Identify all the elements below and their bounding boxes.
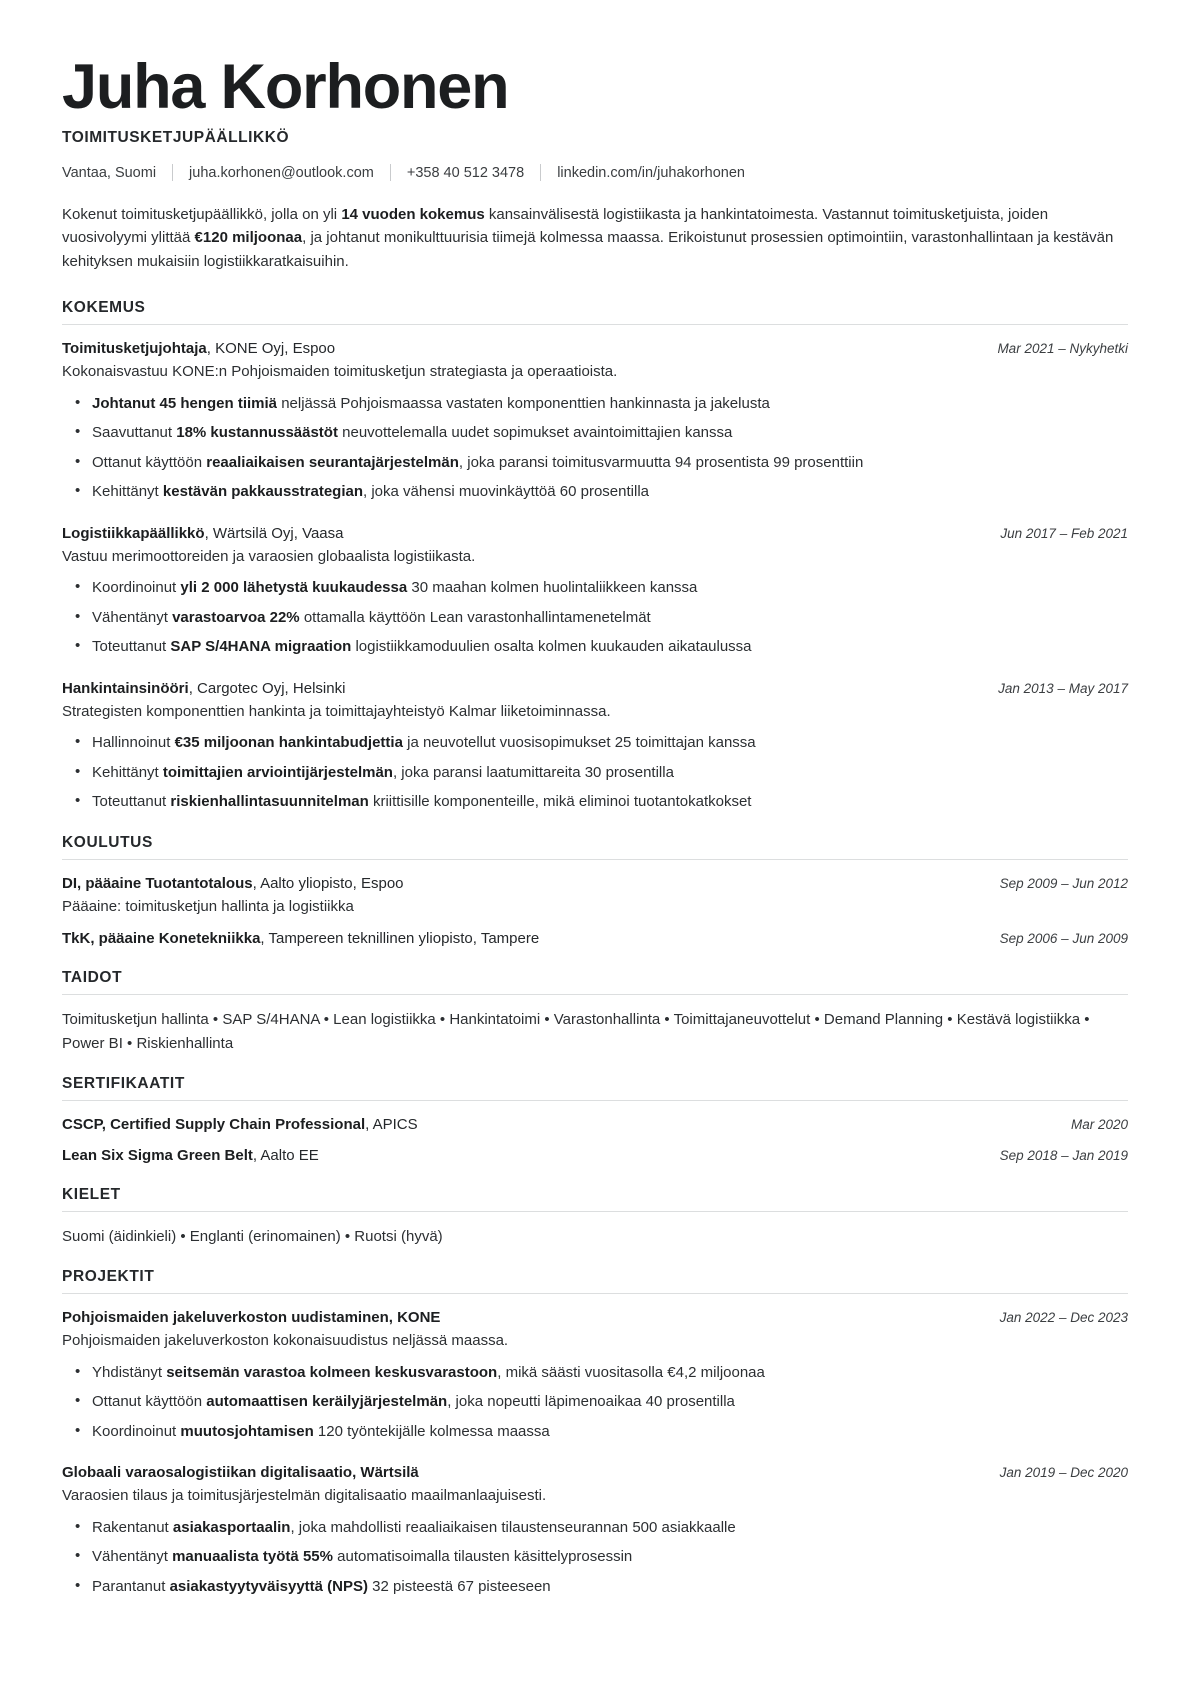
bullet-highlight: reaaliaikaisen seurantajärjestelmän <box>206 453 459 471</box>
bullet-item <box>92 577 1128 600</box>
contact-line <box>62 164 1128 181</box>
bullet-text: Saavuttanut <box>92 424 177 442</box>
bullet-text: , joka mahdollisti reaaliaikaisen tilaustenseurannan 500 asiakkaalle <box>290 1518 736 1536</box>
bullet-item <box>92 762 1128 785</box>
bullet-item <box>92 636 1128 659</box>
bullet-text: Ottanut käyttöön <box>92 453 207 471</box>
project-bullets <box>62 1517 1128 1599</box>
bullet-item <box>92 422 1128 445</box>
bullet-item <box>92 791 1128 814</box>
bullet-highlight: yli 2 000 lähetystä kuukaudessa <box>180 579 408 597</box>
certificate-secondary: , Aalto EE <box>252 1146 319 1164</box>
project-header <box>62 1307 1128 1328</box>
bullet-highlight: muutosjohtamisen <box>180 1422 314 1440</box>
bullet-text: Toteuttanut <box>92 793 171 811</box>
bullet-item <box>92 1391 1128 1414</box>
education-date: Sep 2009 – Jun 2012 <box>999 875 1128 891</box>
education-primary: DI, pääaine Tuotantotalous <box>62 874 253 892</box>
project-summary: Pohjoismaiden jakeluverkoston kokonaisuudistus neljässä maassa. <box>62 1332 509 1350</box>
contact-location: Vantaa, Suomi <box>62 164 157 181</box>
bullet-text: Vähentänyt <box>92 1548 173 1566</box>
certificate-title <box>62 1114 418 1135</box>
section-education <box>62 834 1128 950</box>
certificate-title <box>62 1145 319 1166</box>
section-divider <box>62 859 1128 860</box>
education-title <box>62 873 404 894</box>
section-heading-education: KOULUTUS <box>62 833 153 851</box>
bullet-item <box>92 1421 1128 1444</box>
project-primary: Globaali varaosalogistiikan digitalisaatio, Wärtsilä <box>62 1464 419 1482</box>
experience-header <box>62 678 1128 699</box>
summary-text-2: kansainvälisestä logistiikasta ja hankintatoimesta. Vastannut toimitusketjuista, joiden vuosivolyymi ylittää <box>62 206 1049 247</box>
certificate-primary: CSCP, Certified Supply Chain Professional <box>62 1115 366 1133</box>
bullet-item <box>92 481 1128 504</box>
education-primary: TkK, pääaine Konetekniikka <box>62 930 261 948</box>
bullet-item <box>92 452 1128 475</box>
bullet-item <box>92 1517 1128 1540</box>
experience-date: Jan 2013 – May 2017 <box>998 680 1128 696</box>
bullet-text: Koordinoinut <box>92 579 181 597</box>
experience-title <box>62 338 335 359</box>
bullet-text: ja neuvotellut vuosisopimukset 25 toimittajan kanssa <box>402 734 756 752</box>
bullet-text: , joka nopeutti läpimenoaikaa 40 prosentilla <box>447 1393 735 1411</box>
experience-title <box>62 678 345 699</box>
bullet-highlight: kestävän pakkausstrategian <box>162 483 363 501</box>
section-heading-projects: PROJEKTIT <box>62 1268 155 1286</box>
project-entry-list <box>62 1307 1128 1598</box>
project-date: Jan 2022 – Dec 2023 <box>999 1310 1128 1326</box>
education-entry <box>62 928 1128 949</box>
section-divider <box>62 324 1128 325</box>
contact-divider <box>390 164 391 181</box>
project-date: Jan 2019 – Dec 2020 <box>999 1465 1128 1481</box>
experience-summary: Kokonaisvastuu KONE:n Pohjoismaiden toimitusketjun strategiasta ja operaatioista. <box>62 363 618 381</box>
section-heading-skills: TAIDOT <box>62 969 123 987</box>
certificate-header <box>62 1145 1128 1166</box>
education-secondary: , Aalto yliopisto, Espoo <box>252 874 404 892</box>
section-projects <box>62 1268 1128 1598</box>
education-secondary: , Tampereen teknillinen yliopisto, Tampere <box>260 930 540 948</box>
summary-text-1: Kokenut toimitusketjupäällikkö, jolla on yli <box>62 206 342 223</box>
section-divider <box>62 994 1128 995</box>
project-title <box>62 1462 419 1483</box>
certificate-date: Mar 2020 <box>1070 1116 1128 1132</box>
certificate-entry <box>62 1114 1128 1135</box>
bullet-highlight: Johtanut 45 hengen tiimiä <box>92 394 278 412</box>
certificate-header <box>62 1114 1128 1135</box>
experience-entry <box>62 338 1128 504</box>
bullet-text: 120 työntekijälle kolmessa maassa <box>313 1422 550 1440</box>
experience-secondary: , KONE Oyj, Espoo <box>206 340 336 358</box>
bullet-text: Toteuttanut <box>92 638 171 656</box>
bullet-highlight: toimittajien arviointijärjestelmän <box>162 763 393 781</box>
section-divider <box>62 1100 1128 1101</box>
bullet-text: kriittisille komponenteille, mikä eliminoi tuotantokatkokset <box>368 793 752 811</box>
experience-bullets <box>62 732 1128 814</box>
section-heading-certificates: SERTIFIKAATIT <box>62 1074 185 1092</box>
certificate-entry <box>62 1145 1128 1166</box>
summary-highlight-2: €120 miljoonaa <box>194 229 303 247</box>
summary-text-3: , ja johtanut monikulttuurisia tiimejä kolmessa maassa. Erikoistunut prosessien optimointiin, varastonhallintaan ja kestävän kehityksen mukaisiin logistiikkaratkaisuihin. <box>62 229 1114 270</box>
section-certificates <box>62 1075 1128 1166</box>
contact-linkedin[interactable]: linkedin.com/in/juhakorhonen <box>557 164 746 181</box>
bullet-text: Parantanut <box>92 1577 170 1595</box>
bullet-highlight: varastoarvoa 22% <box>172 608 300 626</box>
bullet-text: Yhdistänyt <box>92 1363 167 1381</box>
education-header <box>62 928 1128 949</box>
project-title <box>62 1307 440 1328</box>
bullet-highlight: SAP S/4HANA migraation <box>170 638 352 656</box>
experience-summary: Strategisten komponenttien hankinta ja toimittajayhteistyö Kalmar liiketoiminnassa. <box>62 702 611 720</box>
contact-phone[interactable]: +358 40 512 3478 <box>406 164 525 181</box>
experience-primary: Hankintainsinööri <box>62 679 189 697</box>
section-heading-languages: KIELET <box>62 1185 121 1203</box>
bullet-item <box>92 732 1128 755</box>
bullet-highlight: 18% kustannussäästöt <box>176 424 338 442</box>
bullet-highlight: asiakastyytyväisyyttä (NPS) <box>169 1577 369 1595</box>
bullet-item <box>92 607 1128 630</box>
project-primary: Pohjoismaiden jakeluverkoston uudistaminen, KONE <box>62 1309 441 1327</box>
experience-header <box>62 338 1128 359</box>
certificate-secondary: , APICS <box>365 1115 418 1133</box>
bullet-highlight: manuaalista työtä 55% <box>172 1548 333 1566</box>
bullet-item <box>92 1362 1128 1385</box>
contact-divider <box>540 164 541 181</box>
certificate-primary: Lean Six Sigma Green Belt <box>62 1146 253 1164</box>
contact-email[interactable]: juha.korhonen@outlook.com <box>189 164 374 181</box>
section-divider <box>62 1211 1128 1212</box>
bullet-text: 32 pisteestä 67 pisteeseen <box>368 1577 551 1595</box>
bullet-text: Koordinoinut <box>92 1422 181 1440</box>
languages-list: Suomi (äidinkieli) • Englanti (erinomainen) • Ruotsi (hyvä) <box>62 1227 443 1245</box>
experience-entry-list <box>62 338 1128 814</box>
bullet-highlight: seitsemän varastoa kolmeen keskusvarastoon <box>166 1363 498 1381</box>
bullet-text: Hallinnoinut <box>92 734 175 752</box>
bullet-highlight: asiakasportaalin <box>172 1518 291 1536</box>
bullet-text: Ottanut käyttöön <box>92 1393 207 1411</box>
experience-header <box>62 523 1128 544</box>
certificate-entry-list <box>62 1114 1128 1166</box>
bullet-text: , joka vähensi muovinkäyttöä 60 prosentilla <box>363 483 649 501</box>
bullet-text: 30 maahan kolmen huolintaliikkeen kanssa <box>407 579 698 597</box>
section-divider <box>62 1293 1128 1294</box>
candidate-name: Juha Korhonen <box>62 52 509 122</box>
experience-bullets <box>62 393 1128 504</box>
project-header <box>62 1462 1128 1483</box>
experience-date: Mar 2021 – Nykyhetki <box>997 341 1128 357</box>
experience-title <box>62 523 344 544</box>
section-skills <box>62 969 1128 1055</box>
project-entry <box>62 1462 1128 1598</box>
section-languages <box>62 1186 1128 1248</box>
bullet-text: neljässä Pohjoismaassa vastaten komponenttien hankinnasta ja jakelusta <box>277 394 770 412</box>
bullet-item <box>92 1546 1128 1569</box>
project-entry <box>62 1307 1128 1443</box>
bullet-text: automatisoimalla tilausten käsittelyprosessin <box>332 1548 633 1566</box>
certificate-date: Sep 2018 – Jan 2019 <box>999 1147 1128 1163</box>
project-summary: Varaosien tilaus ja toimitusjärjestelmän digitalisaatio maailmanlaajuisesti. <box>62 1487 547 1505</box>
experience-summary: Vastuu merimoottoreiden ja varaosien globaalista logistiikasta. <box>62 547 476 565</box>
resume-header <box>62 52 1128 273</box>
education-detail: Pääaine: toimitusketjun hallinta ja logistiikka <box>62 897 354 915</box>
experience-date: Jun 2017 – Feb 2021 <box>1000 525 1128 541</box>
bullet-text: neuvottelemalla uudet sopimukset avaintoimittajien kanssa <box>337 424 733 442</box>
bullet-highlight: automaattisen keräilyjärjestelmän <box>206 1393 448 1411</box>
education-date: Sep 2006 – Jun 2009 <box>999 931 1128 947</box>
bullet-highlight: €35 miljoonan hankintabudjettia <box>174 734 403 752</box>
experience-primary: Logistiikkapäällikkö <box>62 524 205 542</box>
bullet-text: , joka paransi toimitusvarmuutta 94 prosentista 99 prosenttiin <box>458 453 864 471</box>
experience-bullets <box>62 577 1128 659</box>
bullet-text: Kehittänyt <box>92 483 163 501</box>
education-title <box>62 928 539 949</box>
bullet-item <box>92 393 1128 416</box>
contact-divider <box>172 164 173 181</box>
bullet-text: Kehittänyt <box>92 763 163 781</box>
skills-list: Toimitusketjun hallinta • SAP S/4HANA • Lean logistiikka • Hankintatoimi • Varastonhallinta • Toimittajaneuvottelut • Demand Planning • Kestävä logistiikka • Power BI • Riskienhallinta <box>62 1011 1090 1052</box>
experience-secondary: , Cargotec Oyj, Helsinki <box>188 679 346 697</box>
bullet-text: logistiikkamoduulien osalta kolmen kuukauden aikataulussa <box>351 638 752 656</box>
education-entry-list <box>62 873 1128 950</box>
experience-secondary: , Wärtsilä Oyj, Vaasa <box>204 524 344 542</box>
education-entry <box>62 873 1128 919</box>
bullet-text: ottamalla käyttöön Lean varastonhallintamenetelmät <box>299 608 651 626</box>
bullet-text: , mikä säästi vuositasolla €4,2 miljoonaa <box>497 1363 765 1381</box>
section-heading-experience: KOKEMUS <box>62 299 146 317</box>
education-header <box>62 873 1128 894</box>
bullet-text: , joka paransi laatumittareita 30 prosentilla <box>392 763 674 781</box>
bullet-highlight: riskienhallintasuunnitelman <box>170 793 369 811</box>
experience-primary: Toimitusketjujohtaja <box>62 340 207 358</box>
section-experience <box>62 299 1128 814</box>
experience-entry <box>62 678 1128 814</box>
professional-summary <box>62 203 1128 273</box>
bullet-item <box>92 1576 1128 1599</box>
bullet-text: Vähentänyt <box>92 608 173 626</box>
bullet-text: Rakentanut <box>92 1518 173 1536</box>
summary-highlight-1: 14 vuoden kokemus <box>341 206 485 223</box>
project-bullets <box>62 1362 1128 1444</box>
experience-entry <box>62 523 1128 659</box>
candidate-job-title: TOIMITUSKETJUPÄÄLLIKKÖ <box>62 129 290 146</box>
